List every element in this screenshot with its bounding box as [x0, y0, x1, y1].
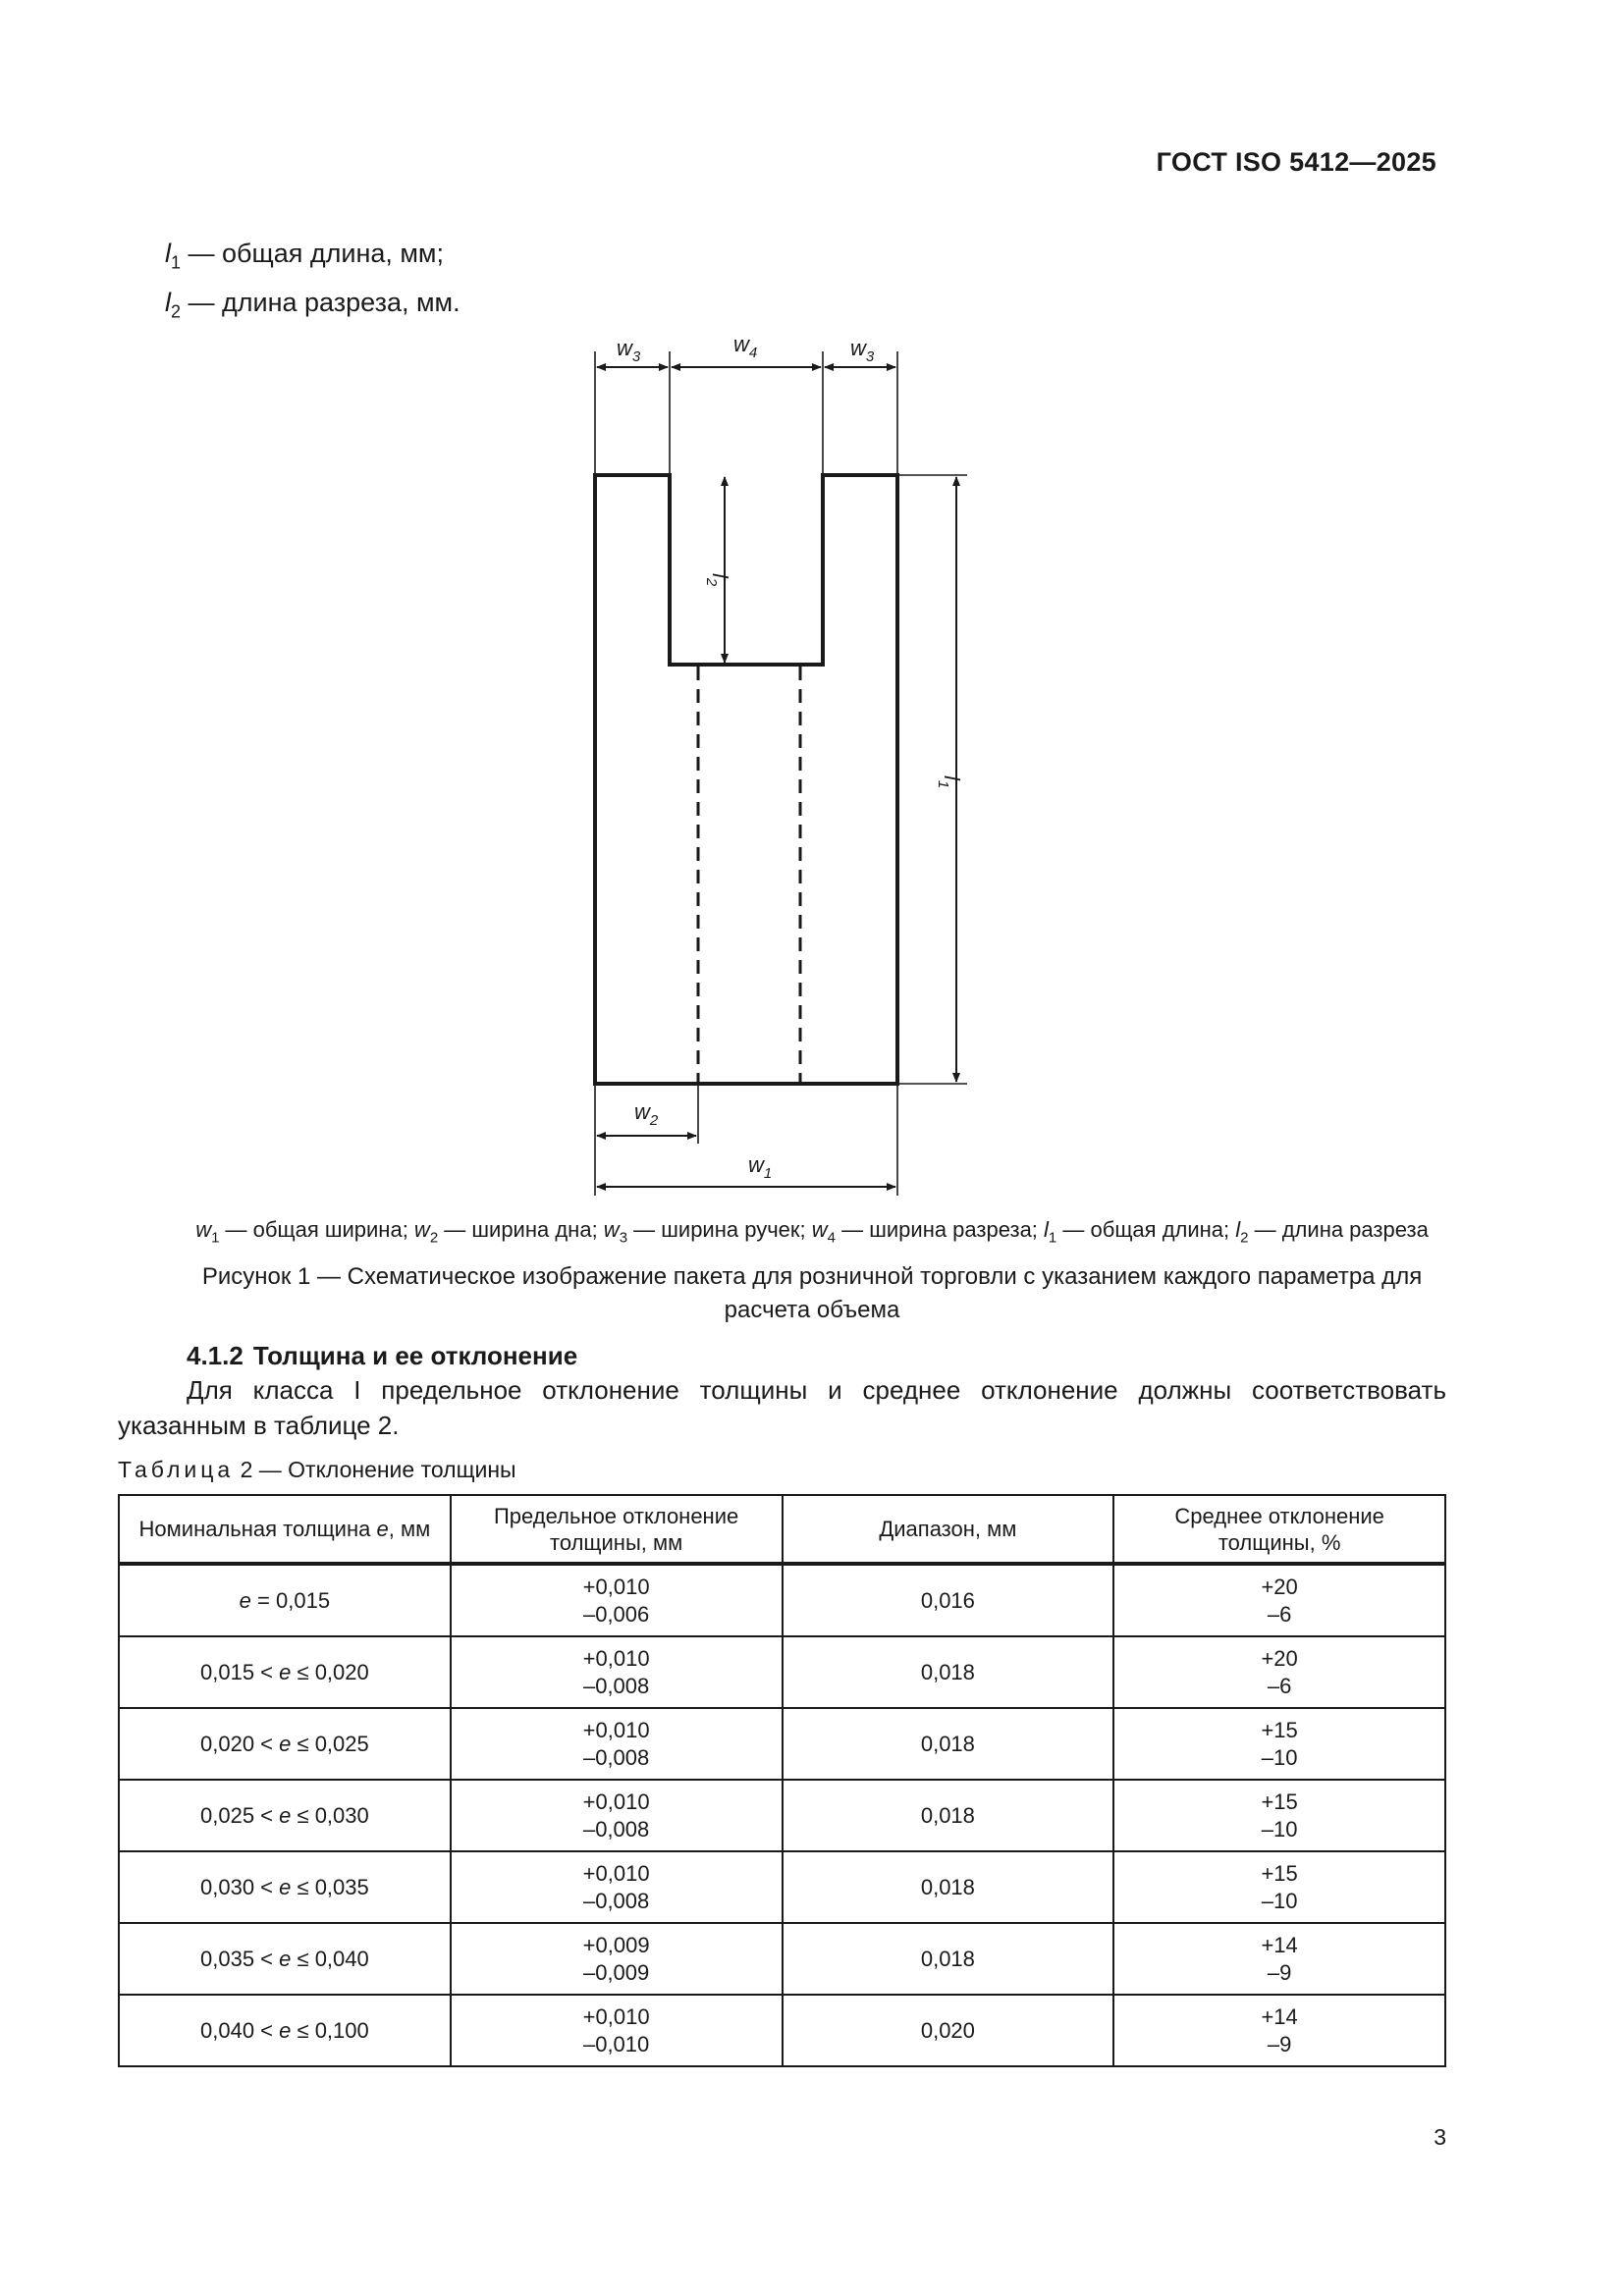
- header-mean-deviation: Среднее отклонение толщины, %: [1113, 1495, 1445, 1564]
- cell-limit-deviation: +0,010 –0,008: [451, 1636, 783, 1708]
- cell-mean-deviation: +20 –6: [1113, 1636, 1445, 1708]
- bag-outline: [595, 475, 897, 1084]
- label-w3-left: $w_3$: [617, 336, 641, 365]
- label-w2: $w_2$: [634, 1099, 659, 1129]
- extension-lines: [595, 351, 967, 1196]
- page-number: 3: [1434, 2124, 1446, 2150]
- section-number: 4.1.2: [187, 1341, 244, 1370]
- section-heading: [187, 1341, 587, 1371]
- legend-item: $l_2$ — длина разреза, мм.: [165, 288, 460, 322]
- label-w3-right: $w_3$: [850, 336, 875, 365]
- thickness-deviation-table: [118, 1494, 1446, 2067]
- cell-limit-deviation: +0,010 –0,008: [451, 1851, 783, 1923]
- cell-mean-deviation: +20 –6: [1113, 1564, 1445, 1636]
- cell-limit-deviation: +0,010 –0,010: [451, 1995, 783, 2066]
- label-w4: $w_4$: [733, 332, 758, 361]
- table-row: [119, 1564, 1445, 1636]
- cell-mean-deviation: +15 –10: [1113, 1780, 1445, 1851]
- cell-range: 0,020: [783, 1995, 1114, 2066]
- cell-range: 0,018: [783, 1923, 1114, 1995]
- table-row: [119, 1780, 1445, 1851]
- legend-item: $l_1$ — общая длина, мм;: [165, 239, 444, 273]
- figure-legend: $w_1$ — общая ширина; $w_2$ — ширина дна; $w_3$ — ширина ручек; $w_4$ — ширина разреза; $l_1$ — общая длина; $l_2$ — длина разреза: [195, 1217, 1429, 1247]
- label-l2: $l_2$: [703, 573, 732, 587]
- label-l1: $l_1$: [935, 775, 964, 789]
- cell-mean-deviation: +14 –9: [1113, 1923, 1445, 1995]
- cell-limit-deviation: +0,009 –0,009: [451, 1923, 783, 1995]
- header-limit-deviation: Предельное отклонение толщины, мм: [451, 1495, 783, 1564]
- cell-range: 0,016: [783, 1564, 1114, 1636]
- cell-limit-deviation: +0,010 –0,006: [451, 1564, 783, 1636]
- table-row: [119, 1923, 1445, 1995]
- section-paragraph: Для класса I предельное отклонение толщины и среднее отклонение должны соответствовать указанным в таблице 2.: [118, 1375, 1446, 1440]
- table-row: [119, 1708, 1445, 1780]
- cell-nominal-thickness: 0,020 < e ≤ 0,025: [119, 1708, 451, 1780]
- cell-mean-deviation: +15 –10: [1113, 1708, 1445, 1780]
- cell-nominal-thickness: 0,030 < e ≤ 0,035: [119, 1851, 451, 1923]
- cell-limit-deviation: +0,010 –0,008: [451, 1780, 783, 1851]
- label-w1: $w_1$: [748, 1152, 773, 1182]
- header-nominal-thickness: Номинальная толщина e, мм: [119, 1495, 451, 1564]
- figure-caption: Рисунок 1 — Схематическое изображение пакета для розничной торговли с указанием каждого параметра для расчета объема: [201, 1263, 1423, 1323]
- table-title: Таблица 2 — Отклонение толщины: [118, 1457, 516, 1482]
- cell-nominal-thickness: 0,015 < e ≤ 0,020: [119, 1636, 451, 1708]
- header-range: Диапазон, мм: [783, 1495, 1114, 1564]
- cell-nominal-thickness: e = 0,015: [119, 1564, 451, 1636]
- cell-range: 0,018: [783, 1708, 1114, 1780]
- cell-nominal-thickness: 0,035 < e ≤ 0,040: [119, 1923, 451, 1995]
- section-title: Толщина и ее отклонение: [252, 1341, 578, 1370]
- cell-range: 0,018: [783, 1780, 1114, 1851]
- cell-range: 0,018: [783, 1636, 1114, 1708]
- cell-range: 0,018: [783, 1851, 1114, 1923]
- cell-nominal-thickness: 0,025 < e ≤ 0,030: [119, 1780, 451, 1851]
- cell-mean-deviation: +14 –9: [1113, 1995, 1445, 2066]
- table-row: [119, 1636, 1445, 1708]
- cell-mean-deviation: +15 –10: [1113, 1851, 1445, 1923]
- cell-nominal-thickness: 0,040 < e ≤ 0,100: [119, 1995, 451, 2066]
- standard-code: ГОСТ ISO 5412—2025: [1156, 147, 1436, 177]
- table-row: [119, 1851, 1445, 1923]
- table-row: [119, 1995, 1445, 2066]
- cell-limit-deviation: +0,010 –0,008: [451, 1708, 783, 1780]
- table-header-row: [119, 1495, 1445, 1564]
